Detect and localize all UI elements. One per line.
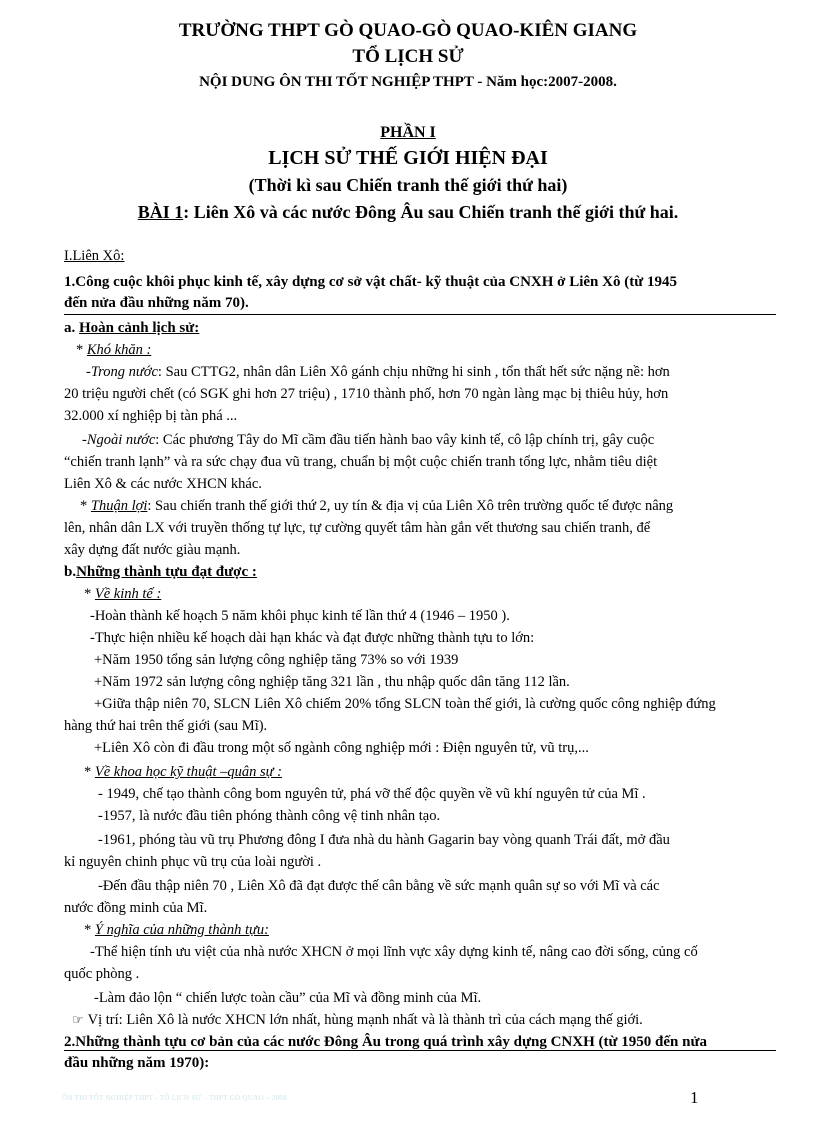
page-number: 1 [690,1088,699,1107]
department-name: TỔ LỊCH SỬ [352,46,464,67]
foreign-line-2: “chiến tranh lạnh” và ra sức chạy đua vũ trang, chuẩn bị một cuộc chiến tranh tổng lực, nhằm tiêu diệt [64,454,658,470]
heading-1-line-1: 1.Công cuộc khôi phục kinh tế, xây dựng cơ sở vật chất- kỹ thuật của CNXH ở Liên Xô (từ 1945 [64,274,677,290]
lesson-title: : Liên Xô và các nước Đông Âu sau Chiến tranh thế giới thứ hai. [183,202,679,222]
part-title: LỊCH SỬ THẾ GIỚI HIỆN ĐẠI [268,147,548,169]
sci-item: - 1949, chế tạo thành công bom nguyên tử, phá vỡ thế độc quyền về vũ khí nguyên tử của Mĩ . [98,786,646,802]
econ-item: +Giữa thập niên 70, SLCN Liên Xô chiếm 20% tổng SLCN toàn thế giới, là cường quốc công nghiệp đứng [94,696,716,712]
domestic-line-1: -Trong nước: Sau CTTG2, nhân dân Liên Xô gánh chịu những hi sinh , tổn thất hết sức nặng nề: hơn [86,364,670,380]
sci-item: -1961, phóng tàu vũ trụ Phương đông I đưa nhà du hành Gagarin bay vòng quanh Trái đất, mở đầu [98,832,670,848]
advantage-line-3: xây dựng đất nước giàu mạnh. [64,542,241,558]
meaning-item: quốc phòng . [64,966,140,982]
lesson-label: BÀI 1 [137,202,184,222]
section-title: I.Liên Xô: [64,248,125,264]
econ-item: -Thực hiện nhiều kế hoạch dài hạn khác và đạt được những thành tựu to lớn: [90,630,535,646]
econ-item: +Năm 1950 tổng sản lượng công nghiệp tăng 73% so với 1939 [94,652,459,668]
heading-2-underline [64,1050,776,1051]
sci-item: -1957, là nước đầu tiên phóng thành công vệ tinh nhân tạo. [98,808,441,824]
advantage-line-2: lên, nhân dân LX với truyền thống tự lực, tự cường quyết tâm hàn gắn vết thương sau chiến tranh, để [64,520,651,536]
foreign-line-3: Liên Xô & các nước XHCN khác. [64,476,262,492]
heading-1-underline [64,314,776,315]
heading-2-line-1: 2.Những thành tựu cơ bản của các nước Đông Âu trong quá trình xây dựng CNXH (từ 1950 đến nửa [64,1034,707,1050]
difficulty-label: * Khó khăn : [76,342,152,358]
econ-item: +Năm 1972 sản lượng công nghiệp tăng 321 lần , thu nhập quốc dân tăng 112 lần. [94,674,570,690]
meaning-label: * Ý nghĩa của những thành tựu: [84,922,269,938]
subheading-b: b.Những thành tựu đạt được : [64,564,257,580]
part-label: PHẦN I [380,124,436,141]
sci-item: nước đồng minh của Mĩ. [64,900,208,916]
meaning-item: -Làm đảo lộn “ chiến lược toàn cầu” của Mĩ và đồng minh của Mĩ. [94,990,482,1006]
part-subtitle: (Thời kì sau Chiến tranh thế giới thứ hai) [248,175,568,195]
econ-item: hàng thứ hai trên thế giới (sau Mĩ). [64,718,268,734]
domestic-line-2: 20 triệu người chết (có SGK ghi hơn 27 triệu) , 1710 thành phố, hơn 70 ngàn làng mạc bị thiêu hủy, hơn [64,386,669,402]
heading-1-line-2: đến nửa đầu những năm 70). [64,295,249,311]
econ-item: +Liên Xô còn đi đầu trong một số ngành công nghiệp mới : Điện nguyên tử, vũ trụ,... [94,740,589,756]
school-name: TRƯỜNG THPT GÒ QUAO-GÒ QUAO-KIÊN GIANG [178,20,638,41]
advantage-line-1: * Thuận lợi: Sau chiến tranh thế giới thứ 2, uy tín & địa vị của Liên Xô trên trường quốc tế được nâng [80,498,674,514]
sci-item: -Đến đầu thập niên 70 , Liên Xô đã đạt được thế cân bằng về sức mạnh quân sự so với Mĩ và các [98,878,660,894]
footer-text: ÔN THI TỐT NGHIỆP THPT - TỔ LỊCH SỬ – THPT GÒ QUAO – 2008 [62,1094,288,1102]
sci-label: * Về khoa học kỹ thuật –quân sự : [84,764,282,780]
heading-2-line-2: đầu những năm 1970): [64,1055,210,1071]
sci-item: kỉ nguyên chinh phục vũ trụ của loài người . [64,854,322,870]
domestic-line-3: 32.000 xí nghiệp bị tàn phá ... [64,408,238,424]
econ-item: -Hoàn thành kế hoạch 5 năm khôi phục kinh tế lần thứ 4 (1946 – 1950 ). [90,608,510,624]
position-line: ☞ Vị trí: Liên Xô là nước XHCN lớn nhất, hùng mạnh nhất và là thành trì của cách mạng thế giới. [72,1010,643,1031]
econ-label: * Về kinh tế : [84,586,162,602]
lesson-heading [0,202,816,223]
pointing-hand-icon: ☞ [72,1013,84,1028]
meaning-item: -Thể hiện tính ưu việt của nhà nước XHCN ở mọi lĩnh vực xây dựng kinh tế, nâng cao đời sống, củng cố [90,944,698,960]
exam-line: NỘI DUNG ÔN THI TỐT NGHIỆP THPT - Năm học:2007-2008. [199,74,617,90]
foreign-line-1: -Ngoài nước: Các phương Tây do Mĩ cầm đầu tiến hành bao vây kinh tế, cô lập chính trị, gây cuộc [82,432,655,448]
subheading-a: a. Hoàn cảnh lịch sử: [64,320,200,336]
